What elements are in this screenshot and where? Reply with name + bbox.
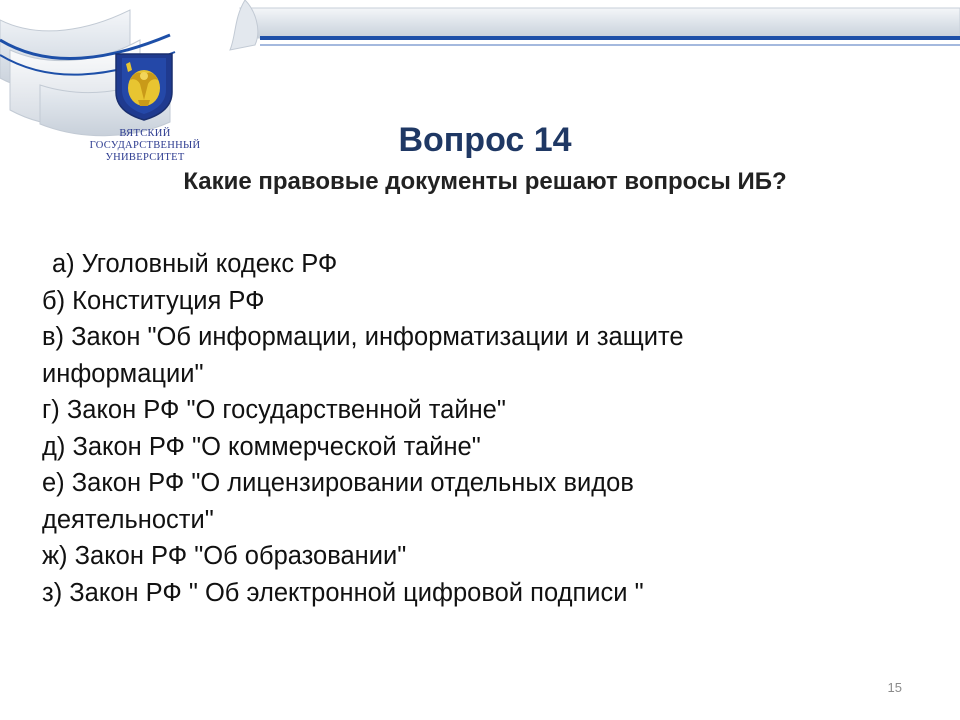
answer-option-continuation: информации" — [42, 359, 204, 388]
answer-option: з) Закон РФ " Об электронной цифровой подписи " — [42, 578, 644, 607]
answer-option-continuation: деятельности" — [42, 505, 214, 534]
university-name-line1: ВЯТСКИЙ — [119, 128, 171, 139]
university-name-line3: УНИВЕРСИТЕТ — [105, 152, 185, 163]
answer-option: д) Закон РФ "О коммерческой тайне" — [42, 432, 481, 461]
answer-option: е) Закон РФ "О лицензировании отдельных видов — [42, 469, 634, 497]
page-number: 15 — [887, 680, 902, 695]
answer-option: а) Уголовный кодекс РФ — [52, 250, 338, 278]
answer-option: б) Конституция РФ — [42, 286, 265, 315]
answer-option: г) Закон РФ "О государственной тайне" — [42, 396, 506, 424]
slide-title: Вопрос 14 — [398, 121, 572, 159]
answer-options-list — [42, 246, 882, 611]
university-name-line2: ГОСУДАРСТВЕННЫЙ — [89, 140, 201, 151]
answer-option: в) Закон "Об информации, информатизации и защите — [42, 323, 684, 351]
university-emblem-icon — [108, 50, 180, 122]
question-text: Какие правовые документы решают вопросы ИБ? — [183, 168, 787, 195]
answer-option: ж) Закон РФ "Об образовании" — [42, 542, 407, 570]
